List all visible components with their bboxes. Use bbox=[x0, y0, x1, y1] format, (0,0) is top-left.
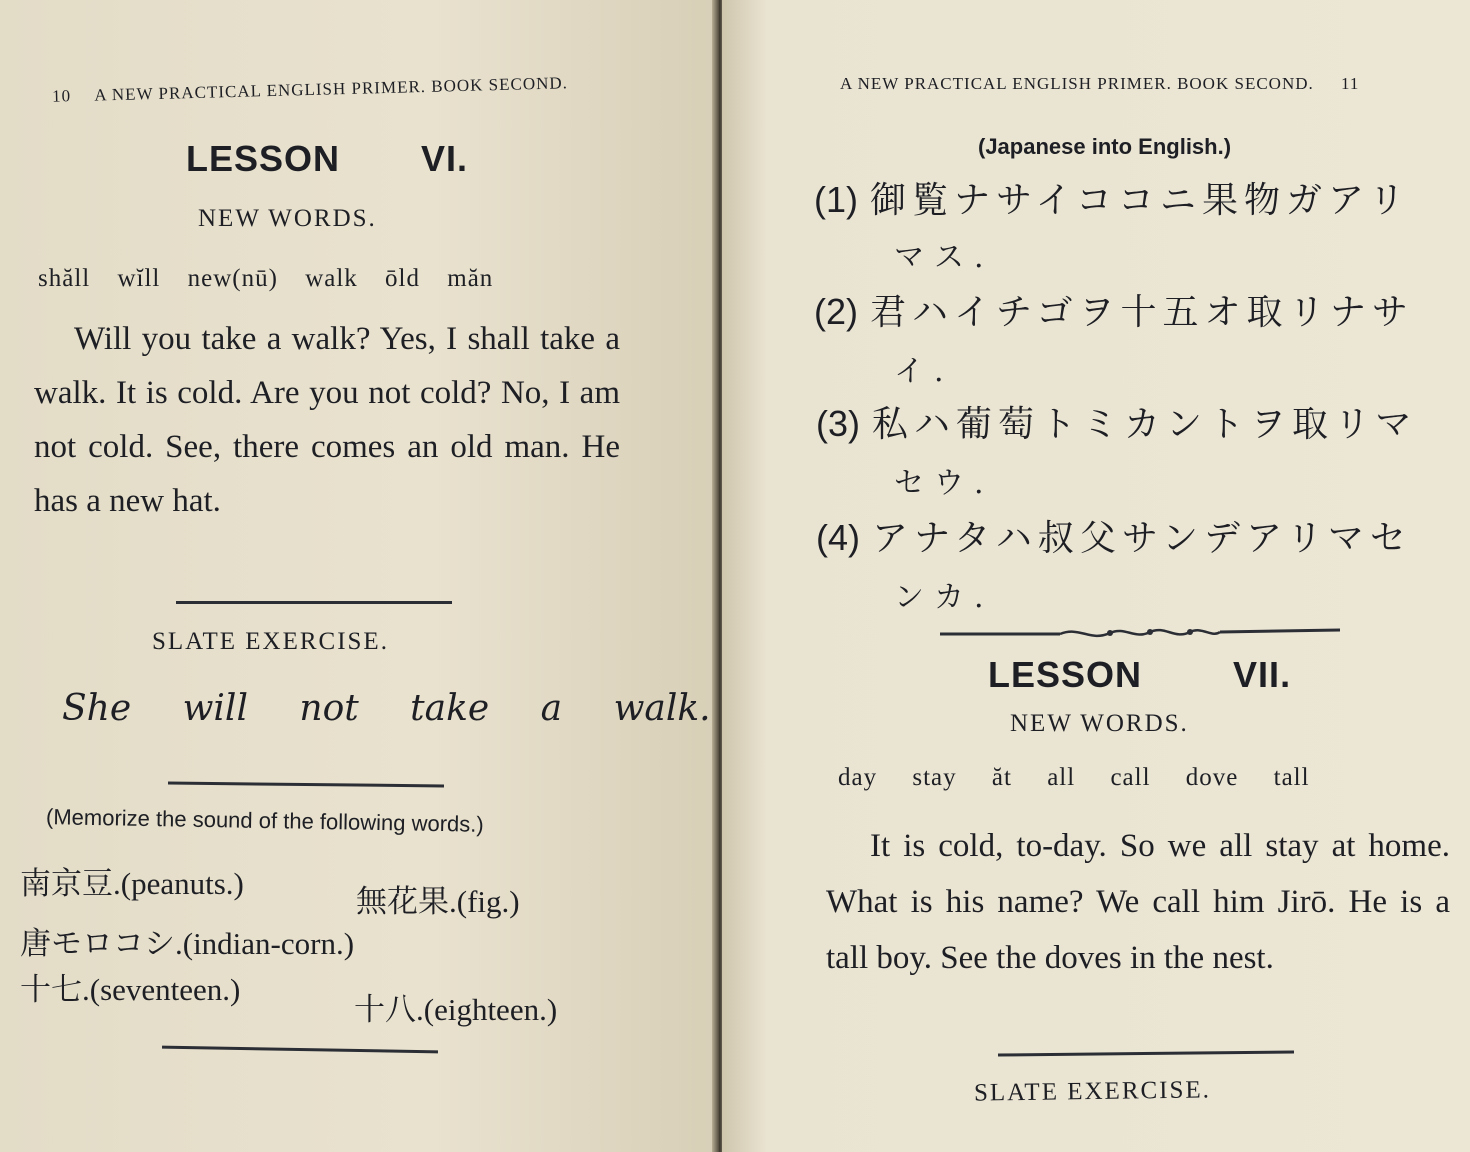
lesson-vii-slate-heading: SLATE EXERCISE. bbox=[973, 1076, 1212, 1107]
ornamental-divider bbox=[940, 622, 1340, 644]
vocab-en: (peanuts.) bbox=[120, 866, 244, 901]
divider bbox=[162, 1046, 438, 1054]
new-word: tall bbox=[1273, 764, 1310, 791]
exercise-continuation: セウ. bbox=[894, 466, 994, 501]
exercise-label: (1) bbox=[814, 179, 858, 220]
new-word: call bbox=[1110, 764, 1151, 791]
lesson-vi-number: VI. bbox=[421, 138, 469, 179]
left-running-head bbox=[52, 73, 568, 107]
exercise-continuation: マス. bbox=[894, 240, 994, 275]
vocab-jp: 十八. bbox=[354, 992, 424, 1027]
vocab-pair bbox=[20, 918, 354, 963]
right-running-head bbox=[840, 74, 1359, 94]
lesson-vii-title bbox=[988, 654, 1291, 696]
new-word: măn bbox=[447, 265, 494, 292]
lesson-vii-new-words bbox=[838, 764, 1330, 792]
divider bbox=[176, 601, 452, 604]
exercise-continuation: ンカ. bbox=[894, 580, 994, 615]
lesson-vi-label: LESSON bbox=[186, 138, 341, 179]
divider bbox=[998, 1050, 1294, 1056]
new-word: wĭll bbox=[117, 265, 161, 292]
right-page-number: 11 bbox=[1341, 74, 1360, 93]
exercise-item bbox=[816, 396, 1417, 447]
lesson-vii-reading: It is cold, to-day. So we all stay at home. What is his name? We call him Jirō. He is a tall boy. See the doves in the nest. bbox=[826, 828, 1450, 976]
lesson-vi-slate-heading: SLATE EXERCISE. bbox=[152, 628, 389, 655]
vocab-pair bbox=[354, 984, 557, 1029]
vocab-jp: 唐モロコシ. bbox=[20, 926, 183, 961]
exercise-line: 私ハ葡萄トミカントヲ取リマ bbox=[872, 404, 1418, 445]
vocab-jp: 十七. bbox=[20, 972, 90, 1007]
vocab-en: (indian-corn.) bbox=[182, 926, 355, 961]
left-page bbox=[0, 0, 716, 1152]
exercise-label: (3) bbox=[816, 403, 860, 444]
vocab-pair bbox=[20, 964, 240, 1009]
vocab-en: (fig.) bbox=[456, 884, 520, 919]
exercise-item bbox=[816, 510, 1412, 561]
vocab-en: (eighteen.) bbox=[423, 992, 558, 1027]
new-word: ōld bbox=[385, 265, 420, 292]
memorize-note: (Memorize the sound of the following words.) bbox=[45, 804, 484, 837]
lesson-vi-title bbox=[186, 138, 468, 180]
new-word: all bbox=[1047, 764, 1076, 791]
exercise-line: アナタハ叔父サンデアリマセ bbox=[872, 518, 1412, 559]
right-page bbox=[722, 0, 1470, 1152]
new-word: ăt bbox=[991, 764, 1012, 791]
new-word: shăll bbox=[38, 265, 91, 292]
left-running-head-text: A NEW PRACTICAL ENGLISH PRIMER. BOOK SECOND. bbox=[94, 73, 569, 105]
exercise-heading: (Japanese into English.) bbox=[978, 134, 1232, 159]
divider bbox=[168, 782, 444, 788]
vocab-pair bbox=[20, 858, 244, 903]
new-word: stay bbox=[912, 764, 957, 791]
vocab-jp: 無花果. bbox=[356, 884, 457, 919]
slate-script-sentence: She will not take a walk. bbox=[62, 688, 711, 729]
exercise-line: 君ハイチゴヲ十五オ取リナサ bbox=[870, 292, 1414, 333]
exercise-item bbox=[814, 284, 1414, 335]
lesson-vii-label: LESSON bbox=[988, 654, 1143, 695]
lesson-vi-new-words-heading: NEW WORDS. bbox=[198, 205, 377, 232]
lesson-vii-new-words-heading: NEW WORDS. bbox=[1010, 710, 1189, 737]
lesson-vi-new-words bbox=[38, 265, 513, 293]
exercise-label: (2) bbox=[814, 291, 858, 332]
vocab-jp: 南京豆. bbox=[20, 866, 121, 901]
exercise-continuation: イ. bbox=[894, 354, 954, 389]
vocab-pair bbox=[356, 876, 520, 921]
exercise-label: (4) bbox=[816, 517, 860, 558]
new-word: walk bbox=[305, 265, 358, 292]
new-word: new(nū) bbox=[187, 265, 278, 292]
lesson-vii-number: VII. bbox=[1233, 654, 1292, 695]
new-word: day bbox=[838, 764, 878, 791]
left-page-number: 10 bbox=[51, 86, 72, 106]
lesson-vi-reading: Will you take a walk? Yes, I shall take a walk. It is cold. Are you not cold? No, I am not cold. See, there comes an old man. He has a new hat. bbox=[34, 321, 620, 519]
vocab-en: (seventeen.) bbox=[89, 972, 241, 1007]
new-word: dove bbox=[1185, 764, 1239, 791]
exercise-item bbox=[814, 172, 1411, 223]
right-running-head-text: A NEW PRACTICAL ENGLISH PRIMER. BOOK SECOND. bbox=[840, 74, 1314, 93]
exercise-line: 御覧ナサイココニ果物ガアリ bbox=[870, 180, 1411, 221]
